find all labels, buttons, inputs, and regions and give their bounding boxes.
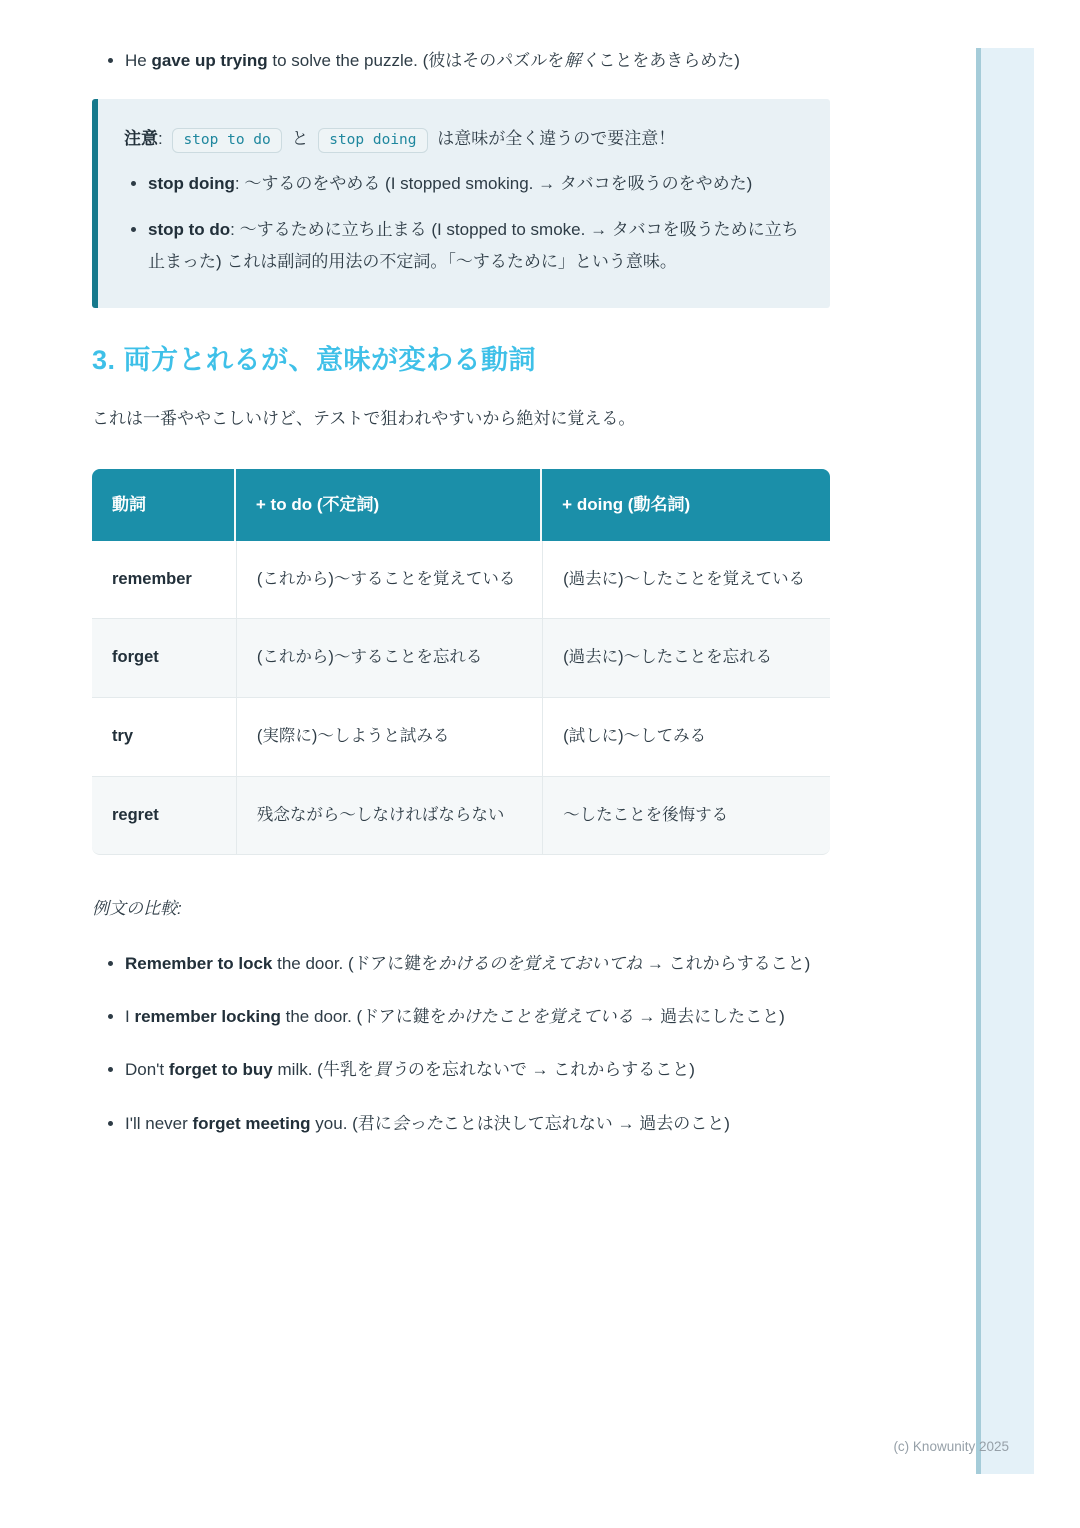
section-heading: 3. 両方とれるが、意味が変わる動詞 (92, 345, 537, 376)
table-header-verb: 動詞 (92, 469, 236, 541)
list-item: • stop to do: 〜するために立ち止まる (I stopped to smoke. → タバコを吸うために立ち止まった) これは副詞的用法の不定詞。「〜するために」という意味。 (148, 214, 802, 279)
to-do-cell: 残念ながら〜しなければならない (236, 777, 542, 856)
doing-cell: 〜したことを後悔する (542, 777, 830, 856)
examples-list (92, 948, 830, 1140)
list-item: • stop doing: 〜するのをやめる (I stopped smoking. → タバコを吸うのをやめた) (148, 168, 802, 200)
list-item: • Don't forget to buy milk. (牛乳を買うのを忘れないで → これからすること) (125, 1054, 830, 1086)
list-item: • I remember locking the door. (ドアに鍵をかけたことを覚えている → 過去にしたこと) (125, 1001, 830, 1033)
list-item: • I'll never forget meeting you. (君に会ったことは決して忘れない → 過去のこと) (125, 1108, 830, 1140)
verb-meaning-table (92, 469, 830, 855)
table-header-doing: + doing (動名詞) (542, 469, 830, 541)
doing-cell: (試しに)〜してみる (542, 698, 830, 777)
table-row (92, 777, 830, 856)
table-row (92, 619, 830, 698)
examples-label: 例文の比較: (92, 899, 182, 919)
list-item: • Remember to lock the door. (ドアに鍵をかけるのを覚えておいてね → これからすること) (125, 948, 830, 980)
copyright-footer: (c) Knowunity 2025 (893, 1439, 1009, 1454)
intro-list (92, 45, 830, 77)
table-row (92, 698, 830, 777)
verb-cell: remember (92, 541, 236, 620)
section-lead: これは一番ややこしいけど、テストで狙われやすいから絶対に覚える。 (92, 408, 636, 428)
doing-cell: (過去に)〜したことを覚えている (542, 541, 830, 620)
page-edge-panel (976, 48, 1034, 1474)
table-body (92, 541, 830, 856)
table-header-to-do: + to do (不定詞) (236, 469, 542, 541)
table-header-row (92, 469, 830, 541)
callout-title: 注意: stop to do と stop doing は意味が全く違うので要注意！ (124, 123, 802, 155)
note-callout (92, 99, 830, 308)
verb-cell: try (92, 698, 236, 777)
table-head (92, 469, 830, 541)
doing-cell: (過去に)〜したことを忘れる (542, 619, 830, 698)
to-do-cell: (これから)〜することを忘れる (236, 619, 542, 698)
to-do-cell: (実際に)〜しようと試みる (236, 698, 542, 777)
list-item: • He gave up trying to solve the puzzle. (彼はそのパズルを解くことをあきらめた) (125, 45, 830, 77)
to-do-cell: (これから)〜することを覚えている (236, 541, 542, 620)
document-content (92, 45, 830, 1161)
verb-cell: forget (92, 619, 236, 698)
callout-list (124, 168, 802, 279)
verb-cell: regret (92, 777, 236, 856)
table-row (92, 541, 830, 620)
